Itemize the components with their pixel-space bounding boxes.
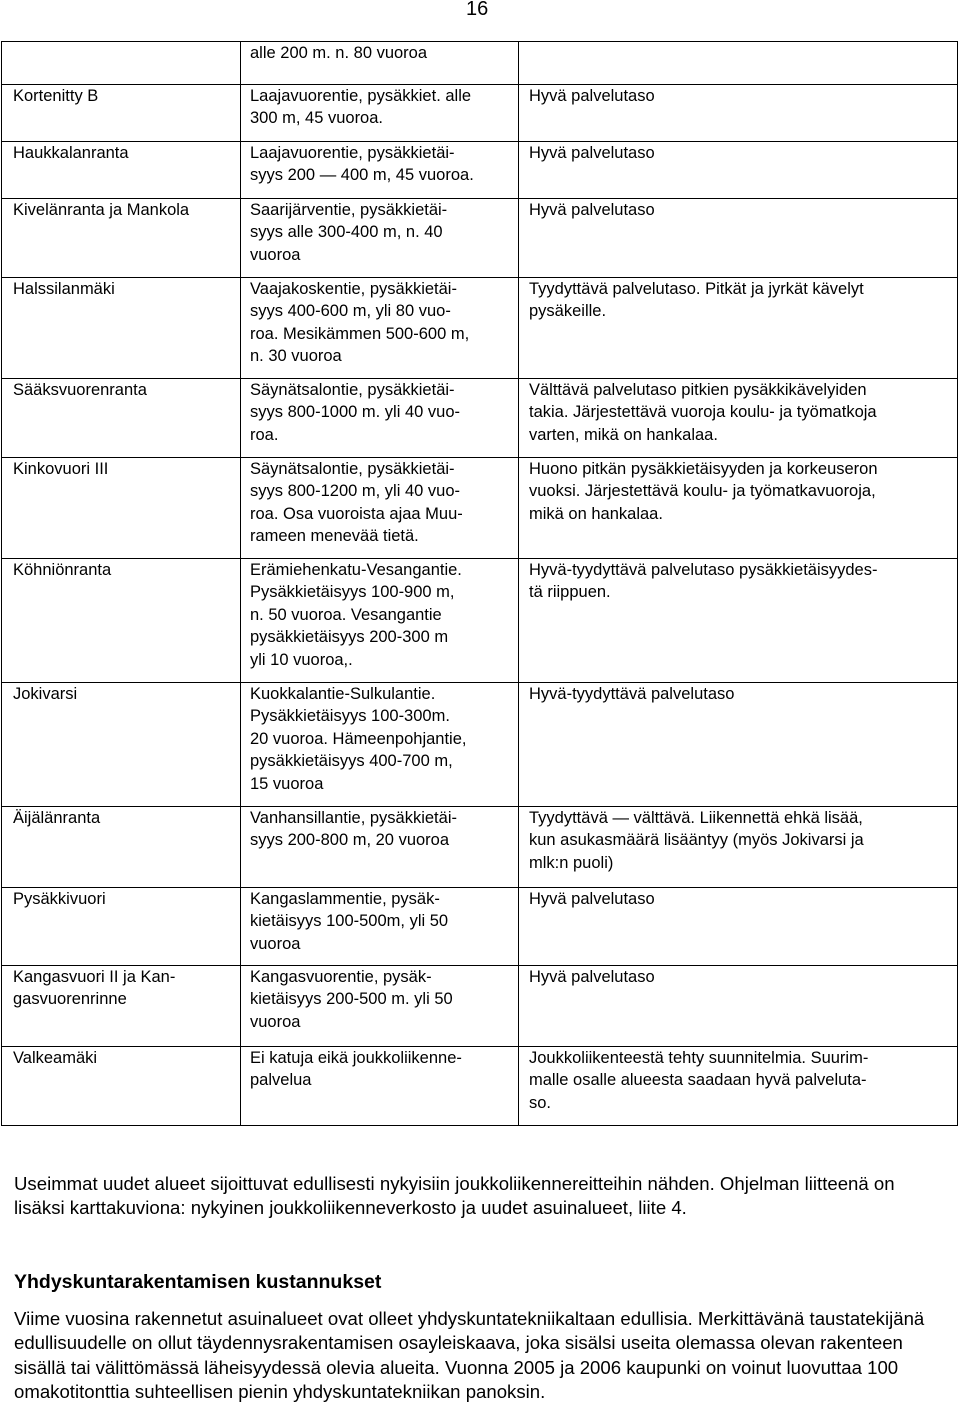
section-heading: Yhdyskuntarakentamisen kustannukset xyxy=(14,1271,382,1293)
area-cell: Äijälänranta xyxy=(2,807,241,888)
service-cell: Hyvä-tyydyttävä palvelutaso xyxy=(519,683,958,807)
route-cell: Vanhansillantie, pysäkkietäi- syys 200-800 m, 20 vuoroa xyxy=(241,807,519,888)
route-cell: Kangaslammentie, pysäk- kietäisyys 100-500m, yli 50 vuoroa xyxy=(241,888,519,966)
area-cell: Kangasvuori II ja Kan- gasvuorenrinne xyxy=(2,966,241,1047)
page-number: 16 xyxy=(466,0,489,20)
route-cell: Kuokkalantie-Sulkulantie. Pysäkkietäisyys 100-300m. 20 vuoroa. Hämeenpohjantie, pysäkkietäisyys 400-700 m, 15 vuoroa xyxy=(241,683,519,807)
route-cell: Ei katuja eikä joukkoliikenne- palvelua xyxy=(241,1047,519,1126)
table-row xyxy=(2,1047,958,1126)
area-cell: Pysäkkivuori xyxy=(2,888,241,966)
body-paragraph-routes: Useimmat uudet alueet sijoittuvat edullisesti nykyisiin joukkoliikennereitteihin nähden. Ohjelman liitteenä on lisäksi karttakuviona: nykyinen joukkoliikenneverkosto ja uudet asuinalueet, liite 4. xyxy=(14,1173,895,1219)
area-cell: Valkeamäki xyxy=(2,1047,241,1126)
table-row xyxy=(2,379,958,458)
service-cell: Huono pitkän pysäkkietäisyyden ja korkeuseron vuoksi. Järjestettävä koulu- ja työmatkavuoroja, mikä on hankalaa. xyxy=(519,458,958,559)
route-cell: Säynätsalontie, pysäkkietäi- syys 800-1000 m. yli 40 vuo- roa. xyxy=(241,379,519,458)
table-row xyxy=(2,807,958,888)
area-cell xyxy=(2,42,241,85)
service-cell: Hyvä palvelutaso xyxy=(519,888,958,966)
service-cell: Hyvä palvelutaso xyxy=(519,199,958,278)
area-cell: Sääksvuorenranta xyxy=(2,379,241,458)
route-cell: Laajavuorentie, pysäkkiet. alle 300 m, 45 vuoroa. xyxy=(241,85,519,142)
route-cell: Säynätsalontie, pysäkkietäi- syys 800-1200 m, yli 40 vuo- roa. Osa vuoroista ajaa Muu- rameen menevää tietä. xyxy=(241,458,519,559)
route-cell: alle 200 m. n. 80 vuoroa xyxy=(241,42,519,85)
table-row xyxy=(2,199,958,278)
table-row xyxy=(2,888,958,966)
service-cell: Tyydyttävä palvelutaso. Pitkät ja jyrkät kävelyt pysäkeille. xyxy=(519,278,958,379)
service-cell xyxy=(519,42,958,85)
body-paragraph-costs: Viime vuosina rakennetut asuinalueet ovat olleet yhdyskuntatekniikaltaan edullisia. Merkittävänä taustatekijänä edullisuudelle on ollut täydennysrakentamisen osayleiskaava, joka sisälsi useita olemassa olevan rakenteen sisällä tai välittömässä läheisyydessä olevia alueita. Vuonna 2005 ja 2006 kaupunki on voinut luovuttaa 100 omakotitonttia suhteellisen pienin yhdyskuntatekniikan panoksin. xyxy=(14,1308,925,1402)
table-row xyxy=(2,683,958,807)
route-cell: Kangasvuorentie, pysäk- kietäisyys 200-500 m. yli 50 vuoroa xyxy=(241,966,519,1047)
route-cell: Erämiehenkatu-Vesangantie. Pysäkkietäisyys 100-900 m, n. 50 vuoroa. Vesangantie pysäkkietäisyys 200-300 m yli 10 vuoroa,. xyxy=(241,559,519,683)
route-cell: Laajavuorentie, pysäkkietäi- syys 200 — 400 m, 45 vuoroa. xyxy=(241,142,519,199)
route-cell: Saarijärventie, pysäkkietäi- syys alle 300-400 m, n. 40 vuoroa xyxy=(241,199,519,278)
area-cell: Jokivarsi xyxy=(2,683,241,807)
table-row xyxy=(2,142,958,199)
service-cell: Tyydyttävä — välttävä. Liikennettä ehkä lisää, kun asukasmäärä lisääntyy (myös Jokivarsi ja mlk:n puoli) xyxy=(519,807,958,888)
area-cell: Kinkovuori III xyxy=(2,458,241,559)
service-cell: Välttävä palvelutaso pitkien pysäkkikävelyiden takia. Järjestettävä vuoroja koulu- ja työmatkoja varten, mikä on hankalaa. xyxy=(519,379,958,458)
area-cell: Kortenitty B xyxy=(2,85,241,142)
service-cell: Hyvä palvelutaso xyxy=(519,85,958,142)
service-cell: Hyvä palvelutaso xyxy=(519,142,958,199)
route-cell: Vaajakoskentie, pysäkkietäi- syys 400-600 m, yli 80 vuo- roa. Mesikämmen 500-600 m, n. 30 vuoroa xyxy=(241,278,519,379)
area-cell: Köhniönranta xyxy=(2,559,241,683)
table-body xyxy=(2,42,958,1126)
table-row xyxy=(2,966,958,1047)
service-cell: Hyvä palvelutaso xyxy=(519,966,958,1047)
area-cell: Kivelänranta ja Mankola xyxy=(2,199,241,278)
service-cell: Joukkoliikenteestä tehty suunnitelmia. Suurim- malle osalle alueesta saadaan hyvä palveluta- so. xyxy=(519,1047,958,1126)
transit-service-table xyxy=(1,41,958,1126)
table-row xyxy=(2,559,958,683)
area-cell: Haukkalanranta xyxy=(2,142,241,199)
table-row xyxy=(2,278,958,379)
service-cell: Hyvä-tyydyttävä palvelutaso pysäkkietäisyydes- tä riippuen. xyxy=(519,559,958,683)
table-row xyxy=(2,458,958,559)
area-cell: Halssilanmäki xyxy=(2,278,241,379)
table-row xyxy=(2,85,958,142)
table-row xyxy=(2,42,958,85)
